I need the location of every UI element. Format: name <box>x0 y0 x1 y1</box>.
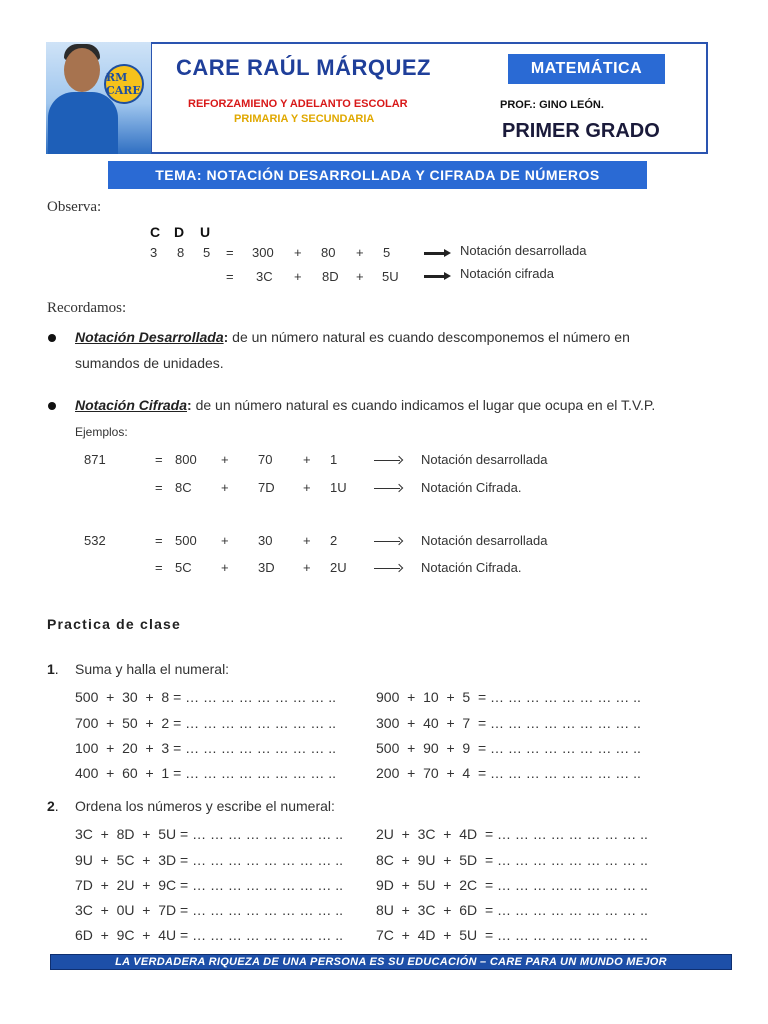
footer-banner: LA VERDADERA RIQUEZA DE UNA PERSONA ES SU EDUCACIÓN – CARE PARA UN MUNDO MEJOR <box>50 954 732 970</box>
example-term: 1U <box>330 480 347 495</box>
tagline-reinforcement: REFORZAMIENO Y ADELANTO ESCOLAR <box>188 98 408 110</box>
exercise-1-number: 1. <box>47 661 59 677</box>
arrow-right-icon <box>374 568 400 569</box>
exercise-1-item[interactable]: 700 + 50 + 2 = … … … … … … … … .. <box>75 715 337 731</box>
exercise-2-number: 2. <box>47 798 59 814</box>
equals-sign: = <box>155 452 163 467</box>
exercise-2-item[interactable]: 3C + 8D + 5U = … … … … … … … … .. <box>75 826 344 842</box>
plus-sign: + <box>356 245 364 260</box>
expanded-units: 5 <box>383 245 391 260</box>
exercise-2-item[interactable]: 8U + 3C + 6D = … … … … … … … … .. <box>376 902 648 918</box>
subject-badge: MATEMÁTICA <box>508 54 665 84</box>
example-label: Notación desarrollada <box>421 533 548 548</box>
expanded-notation-label: Notación desarrollada <box>460 243 587 258</box>
teacher-photo <box>46 42 152 154</box>
equals-sign: = <box>155 480 163 495</box>
example-number: 532 <box>84 533 106 548</box>
exercise-1-item[interactable]: 500 + 90 + 9 = … … … … … … … … .. <box>376 740 641 756</box>
example-label: Notación Cifrada. <box>421 560 522 575</box>
coded-units: 5U <box>382 269 399 284</box>
plus-sign: + <box>303 560 311 575</box>
equals-sign: = <box>155 533 163 548</box>
exercise-2-item[interactable]: 7C + 4D + 5U = … … … … … … … … .. <box>376 927 648 943</box>
coded-notation-label: Notación cifrada <box>460 266 554 281</box>
topic-bar: TEMA: NOTACIÓN DESARROLLADA Y CIFRADA DE NÚMEROS <box>108 161 647 189</box>
arrow-right-icon <box>374 460 400 461</box>
exercise-1-item[interactable]: 200 + 70 + 4 = … … … … … … … … .. <box>376 765 641 781</box>
exercise-1-item[interactable]: 900 + 10 + 5 = … … … … … … … … .. <box>376 689 641 705</box>
plus-sign: + <box>303 480 311 495</box>
grade-label: PRIMER GRADO <box>502 120 660 142</box>
example-label: Notación desarrollada <box>421 452 548 467</box>
bullet-icon <box>48 402 56 410</box>
teacher-name: PROF.: GINO LEÓN. <box>500 99 604 111</box>
practice-title: Practica de clase <box>47 616 182 632</box>
definition-expanded: Notación Desarrollada: de un número natural es cuando descomponemos el número en <box>75 329 630 345</box>
definition-coded: Notación Cifrada: de un número natural es cuando indicamos el lugar que ocupa en el T.V.P. <box>75 397 656 413</box>
example-number: 871 <box>84 452 106 467</box>
definition-expanded-cont: sumandos de unidades. <box>75 355 224 371</box>
example-term: 500 <box>175 533 197 548</box>
plus-sign: + <box>221 452 229 467</box>
plus-sign: + <box>303 452 311 467</box>
exercise-1-item[interactable]: 500 + 30 + 8 = … … … … … … … … .. <box>75 689 337 705</box>
example-term: 7D <box>258 480 275 495</box>
digit-d: 8 <box>177 245 185 260</box>
arrow-right-icon <box>374 541 400 542</box>
bullet-icon <box>48 334 56 342</box>
place-header-d: D <box>174 224 185 240</box>
example-term: 2U <box>330 560 347 575</box>
exercise-2-item[interactable]: 9U + 5C + 3D = … … … … … … … … .. <box>75 852 344 868</box>
plus-sign: + <box>294 269 302 284</box>
coded-hundreds: 3C <box>256 269 273 284</box>
plus-sign: + <box>221 480 229 495</box>
place-header-c: C <box>150 224 161 240</box>
arrow-right-icon <box>424 275 446 278</box>
school-logo-icon: RM CARE <box>104 64 144 104</box>
place-header-u: U <box>200 224 211 240</box>
exercise-2-item[interactable]: 7D + 2U + 9C = … … … … … … … … .. <box>75 877 344 893</box>
coded-tens: 8D <box>322 269 339 284</box>
exercise-1-instruction: Suma y halla el numeral: <box>75 661 230 677</box>
example-term: 5C <box>175 560 192 575</box>
plus-sign: + <box>221 533 229 548</box>
digit-u: 5 <box>203 245 211 260</box>
plus-sign: + <box>294 245 302 260</box>
arrow-right-icon <box>374 488 400 489</box>
example-term: 800 <box>175 452 197 467</box>
exercise-2-item[interactable]: 6D + 9C + 4U = … … … … … … … … .. <box>75 927 344 943</box>
exercise-2-item[interactable]: 9D + 5U + 2C = … … … … … … … … .. <box>376 877 648 893</box>
example-term: 1 <box>330 452 338 467</box>
expanded-hundreds: 300 <box>252 245 274 260</box>
exercise-1-item[interactable]: 400 + 60 + 1 = … … … … … … … … .. <box>75 765 337 781</box>
plus-sign: + <box>303 533 311 548</box>
digit-c: 3 <box>150 245 158 260</box>
example-term: 30 <box>258 533 273 548</box>
exercise-2-instruction: Ordena los números y escribe el numeral: <box>75 798 335 814</box>
example-term: 3D <box>258 560 275 575</box>
equals-sign: = <box>155 560 163 575</box>
school-title: CARE RAÚL MÁRQUEZ <box>176 55 431 80</box>
expanded-tens: 80 <box>321 245 336 260</box>
recall-label: Recordamos: <box>47 300 127 316</box>
arrow-right-icon <box>424 252 446 255</box>
exercise-2-item[interactable]: 8C + 9U + 5D = … … … … … … … … .. <box>376 852 648 868</box>
equals-sign: = <box>226 245 234 260</box>
equals-sign: = <box>226 269 234 284</box>
example-term: 70 <box>258 452 273 467</box>
plus-sign: + <box>221 560 229 575</box>
tagline-levels: PRIMARIA Y SECUNDARIA <box>234 113 375 125</box>
example-term: 8C <box>175 480 192 495</box>
exercise-2-item[interactable]: 3C + 0U + 7D = … … … … … … … … .. <box>75 902 344 918</box>
example-term: 2 <box>330 533 338 548</box>
exercise-1-item[interactable]: 300 + 40 + 7 = … … … … … … … … .. <box>376 715 641 731</box>
observe-label: Observa: <box>47 199 102 215</box>
examples-label: Ejemplos: <box>75 425 128 439</box>
example-label: Notación Cifrada. <box>421 480 522 495</box>
plus-sign: + <box>356 269 364 284</box>
exercise-1-item[interactable]: 100 + 20 + 3 = … … … … … … … … .. <box>75 740 337 756</box>
exercise-2-item[interactable]: 2U + 3C + 4D = … … … … … … … … .. <box>376 826 648 842</box>
